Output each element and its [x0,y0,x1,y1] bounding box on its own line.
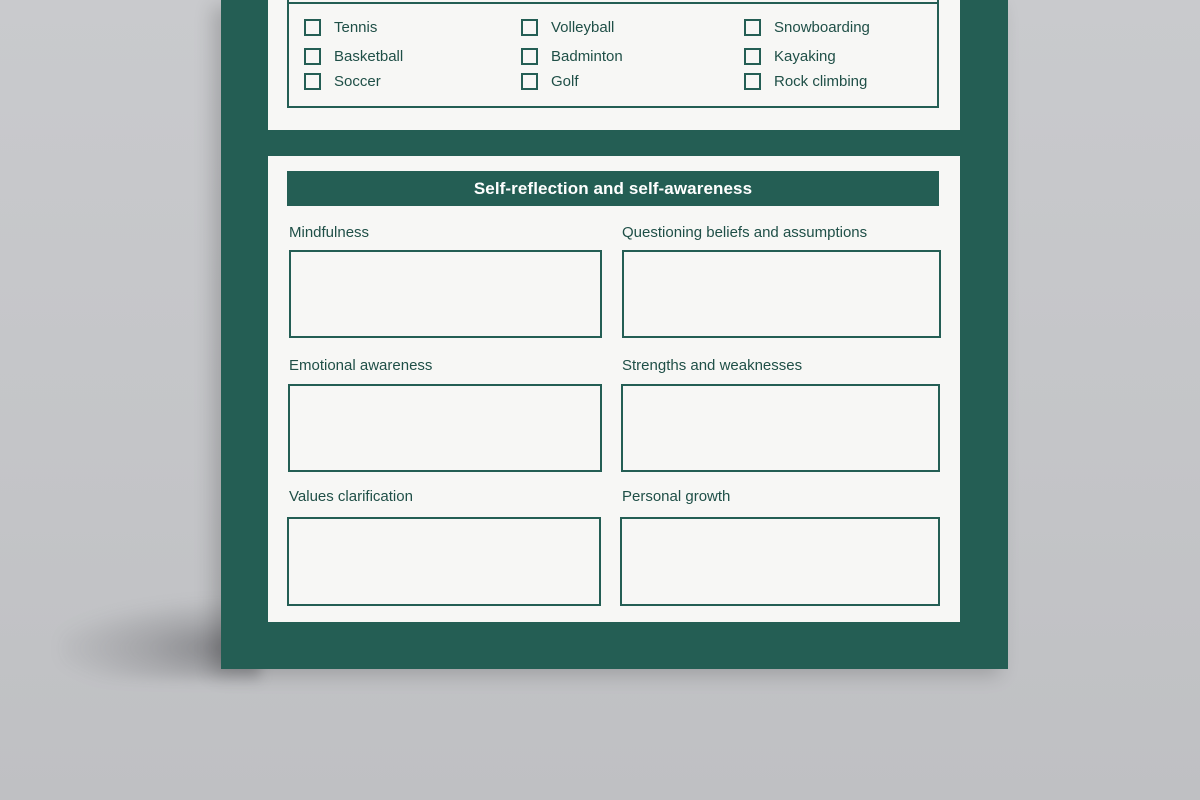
field-label-values: Values clarification [289,488,413,505]
checklist-item[interactable] [744,46,836,66]
checklist-item-label: Basketball [334,47,404,65]
checklist-item-label: Soccer [334,72,381,90]
reflection-panel [268,156,960,622]
section-title: Self-reflection and self-awareness [473,178,753,198]
checklist-item[interactable] [744,17,870,37]
checkbox[interactable] [744,19,761,36]
checkbox[interactable] [744,73,761,90]
section-header [287,171,939,206]
checklist-item-label: Badminton [551,47,623,65]
field-label-emotional-awareness: Emotional awareness [289,357,433,374]
checkbox[interactable] [304,73,321,90]
checklist-item-label: Rock climbing [774,72,868,90]
checkbox[interactable] [744,48,761,65]
checkbox[interactable] [521,48,538,65]
checklist-item-label: Tennis [334,18,378,36]
checkbox[interactable] [304,19,321,36]
field-label-personal-growth: Personal growth [622,488,731,505]
field-label-mindfulness: Mindfulness [289,224,370,241]
field-label-beliefs: Questioning beliefs and assumptions [622,224,868,241]
checklist-item[interactable] [521,71,579,91]
activities-checklist [287,0,939,108]
values-field[interactable] [287,517,601,606]
checklist-item[interactable] [521,17,614,37]
field-label-strengths: Strengths and weaknesses [622,357,803,374]
checklist-item[interactable] [304,71,381,91]
worksheet-poster [221,0,1008,669]
checklist-item[interactable] [304,17,377,37]
checklist-item[interactable] [304,46,403,66]
checkbox[interactable] [521,73,538,90]
checklist-item-label: Snowboarding [774,18,870,36]
checkbox[interactable] [304,48,321,65]
beliefs-field[interactable] [622,250,941,338]
emotional-awareness-field[interactable] [288,384,602,472]
checklist-item-label: Golf [551,72,579,90]
personal-growth-field[interactable] [620,517,940,606]
strengths-field[interactable] [621,384,940,472]
divider [289,2,937,4]
checklist-item[interactable] [744,71,867,91]
mindfulness-field[interactable] [289,250,602,338]
checklist-item-label: Kayaking [774,47,836,65]
checklist-item[interactable] [521,46,623,66]
checklist-item-label: Volleyball [551,18,615,36]
activities-panel [268,0,960,130]
checkbox[interactable] [521,19,538,36]
